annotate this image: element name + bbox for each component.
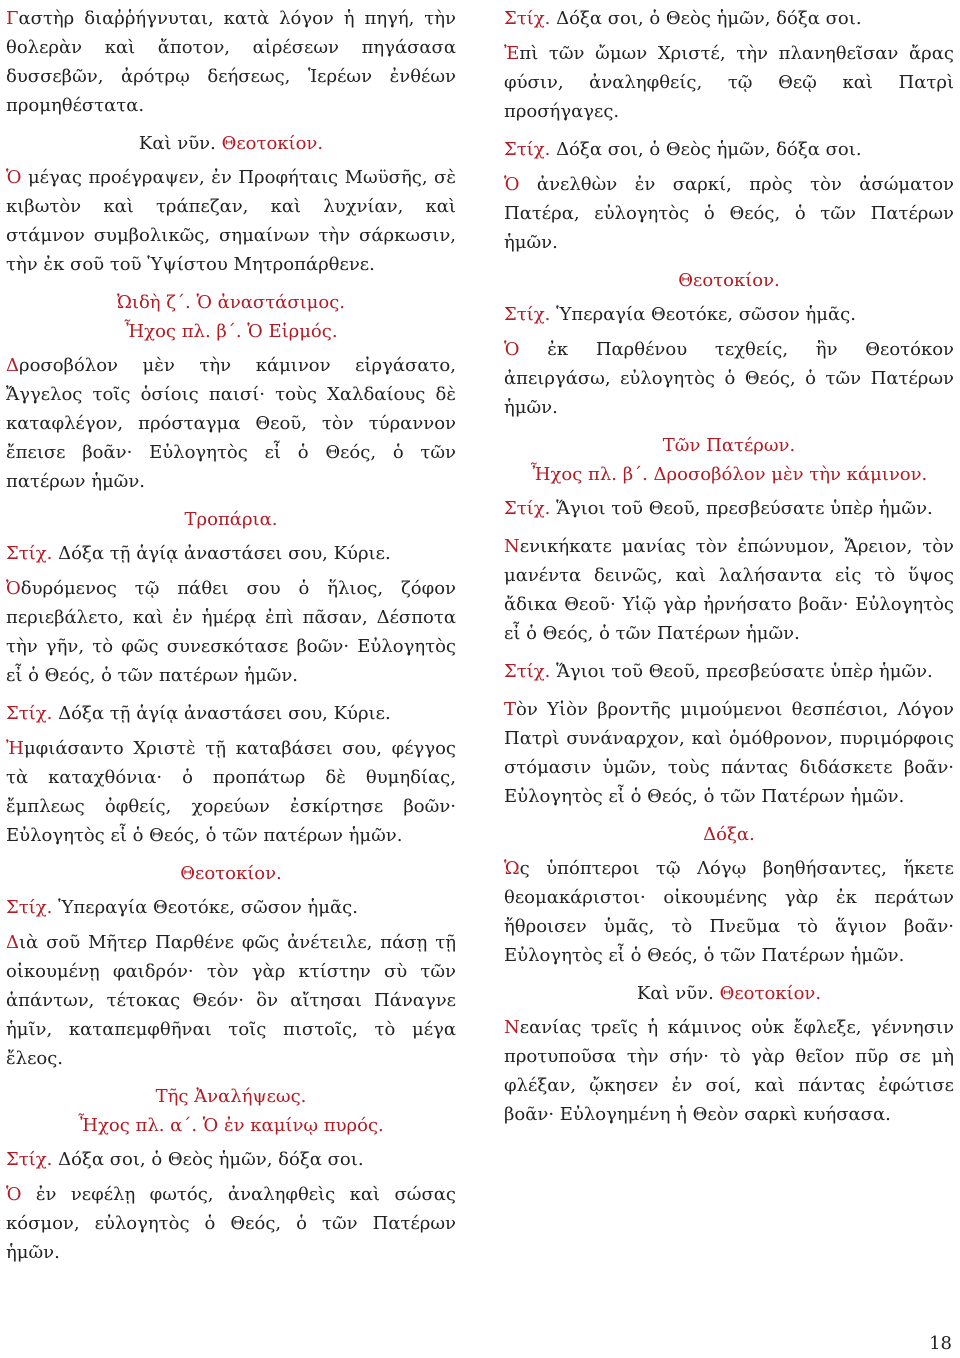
stichos-line (504, 135, 954, 164)
ode-heading: Ὠιδὴ ζ΄. Ὁ ἀναστάσιμος. (116, 292, 346, 313)
kai-nyn-heading (6, 129, 456, 158)
stichos-line (504, 657, 954, 686)
stichos-line (6, 1145, 456, 1174)
stichos-label: Στίχ. (6, 1149, 53, 1170)
two-column-layout (6, 4, 954, 1276)
theotokion-paragraph (504, 1013, 954, 1129)
theotokion-paragraph (6, 163, 456, 279)
kai-nyn-label: Καὶ νῦν. (138, 133, 216, 154)
troparion-paragraph (6, 4, 456, 120)
theotokion-text: εανίας τρεῖς ἡ κάμινος οὐκ ἔφλεξε, γέννησιν προτυποῦσα τὴν σήν· τὸ γὰρ θεῖον πῦρ σε μὴ φλέξαν, ᾤκησεν ἐν σοί, καὶ πάντας ἐφώτισε βοᾶν· Εὐλογημένη ἡ Θεὸν σαρκὶ κυήσασα. (504, 1017, 954, 1125)
stichos-text: Δόξα σοι, ὁ Θεὸς ἡμῶν, δόξα σοι. (52, 1149, 364, 1170)
stichos-label: Στίχ. (6, 543, 53, 564)
troparion-text: ὸν Υἱὸν βροντῆς μιμούμενοι θεσπέσιοι, Λόγον Πατρὶ συνάναρχον, καὶ ὁμόθρονον, πυριμόρφοις στόμασιν ὑμῶν, τοὺς πάντας διδάσκετε βοᾶν· Εὐλογητὸς εἶ ὁ Θεός, ὁ τῶν Πατέρων ἡμῶν. (504, 699, 954, 807)
theotokion-heading: Θεοτοκίον. (180, 863, 282, 884)
troparion-paragraph (504, 170, 954, 257)
stichos-line (6, 539, 456, 568)
stichos-label: Στίχ. (504, 304, 551, 325)
doxa-heading: Δόξα. (703, 824, 755, 845)
stichos-label: Στίχ. (504, 661, 551, 682)
troparion-paragraph (504, 695, 954, 811)
theotokion-text: ιὰ σοῦ Μῆτερ Παρθένε φῶς ἀνέτειλε, πάσῃ τῇ οἰκουμένῃ φαιδρόν· τὸν γὰρ κτίστην σὺ τῶν ἁπάντων, τέτοκας Θεόν· ὃν αἴτησαι Πάναγνε ἡμῖν, καταπεμφθῆναι τοῖς πιστοῖς, τὸ μέγα ἔλεος. (6, 932, 456, 1069)
stichos-text: Δόξα τῇ ἁγίᾳ ἀναστάσει σου, Κύριε. (52, 703, 391, 724)
troparion-paragraph (6, 734, 456, 850)
fathers-heading: Τῶν Πατέρων. (662, 435, 796, 456)
stichos-line (504, 4, 954, 33)
theotokion-label: Θεοτοκίον. (719, 983, 822, 1004)
echos-heading: Ἦχος πλ. β΄. Δροσοβόλον μὲν τὴν κάμινον. (530, 464, 928, 485)
initial-letter: Ὡ (504, 858, 520, 879)
theotokion-paragraph (504, 335, 954, 422)
theotokion-text: ἐκ Παρθένου τεχθείς, ἣν Θεοτόκον ἀπειργάσω, εὐλογητὸς ὁ Θεός, ὁ τῶν Πατέρων ἡμῶν. (504, 339, 954, 418)
stichos-text: Ἅγιοι τοῦ Θεοῦ, πρεσβεύσατε ὑπὲρ ἡμῶν. (550, 498, 933, 519)
stichos-line (504, 300, 954, 329)
initial-letter: Ν (504, 536, 520, 557)
stichos-line (6, 893, 456, 922)
troparion-text: δυρόμενος τῷ πάθει σου ὁ ἥλιος, ζόφον περιεβάλετο, καὶ ἐν ἡμέρᾳ ἐπὶ πᾶσαν, Δέσποτα τὴν γῆν, τὸ φῶς συνεσκότασε βοῶν· Εὐλογητὸς εἶ ὁ Θεός, ὁ τῶν πατέρων ἡμῶν. (6, 578, 456, 686)
theotokion-heading: Θεοτοκίον. (678, 270, 780, 291)
theotokion-label: Θεοτοκίον. (221, 133, 324, 154)
initial-letter: Ὀ (6, 578, 21, 599)
troparia-heading: Τροπάρια. (184, 509, 278, 530)
stichos-text: Δόξα σοι, ὁ Θεὸς ἡμῶν, δόξα σοι. (550, 8, 862, 29)
troparion-text: ἀνελθὼν ἐν σαρκί, πρὸς τὸν ἀσώματον Πατέρα, εὐλογητὸς ὁ Θεός, ὁ τῶν Πατέρων ἡμῶν. (504, 174, 954, 253)
initial-letter: Ὁ (504, 339, 520, 360)
initial-letter: Δ (6, 932, 19, 953)
page-number: 18 (929, 1333, 952, 1354)
initial-letter: Δ (6, 355, 19, 376)
heirmos-paragraph (6, 351, 456, 496)
stichos-text: Ἅγιοι τοῦ Θεοῦ, πρεσβεύσατε ὑπὲρ ἡμῶν. (550, 661, 933, 682)
troparion-paragraph (504, 854, 954, 970)
theotokion-text: μέγας προέγραψεν, ἐν Προφήταις Μωϋσῆς, σὲ κιβωτὸν καὶ τράπεζαν, καὶ λυχνίαν, καὶ στάμνον συμβολικῶς, σημαίνων τὴν σάρκωσιν, τὴν ἐκ σοῦ τοῦ Ὑψίστου Μητροπάρθενε. (6, 167, 456, 275)
stichos-text: Ὑπεραγία Θεοτόκε, σῶσον ἡμᾶς. (52, 897, 358, 918)
stichos-label: Στίχ. (504, 8, 551, 29)
stichos-text: Ὑπεραγία Θεοτόκε, σῶσον ἡμᾶς. (550, 304, 856, 325)
troparion-text: πὶ τῶν ὤμων Χριστέ, τὴν πλανηθεῖσαν ἄρας φύσιν, ἀναληφθείς, τῷ Θεῷ καὶ Πατρὶ προσήγαγες. (504, 43, 954, 122)
initial-letter: Ὁ (6, 167, 22, 188)
troparion-paragraph (6, 1180, 456, 1267)
stichos-line (6, 699, 456, 728)
echos-heading: Ἦχος πλ. β΄. Ὁ Εἱρμός. (124, 321, 338, 342)
troparion-paragraph (504, 39, 954, 126)
heirmos-text: ροσοβόλον μὲν τὴν κάμινον εἰργάσατο, Ἄγγελος τοῖς ὁσίοις παισί· τοὺς Χαλδαίους δὲ καταφλέγον, πρόσταγμα Θεοῦ, τὸν τύραννον ἔπεισε βοᾶν· Εὐλογητὸς εἶ ὁ Θεός, ὁ τῶν πατέρων ἡμῶν. (6, 355, 456, 492)
stichos-label: Στίχ. (6, 897, 53, 918)
echos-heading: Ἦχος πλ. α΄. Ὁ ἐν καμίνῳ πυρός. (78, 1115, 384, 1136)
analipsis-heading: Τῆς Ἀναλήψεως. (155, 1086, 307, 1107)
left-column (6, 4, 456, 1276)
initial-letter: Ν (504, 1017, 520, 1038)
right-column (504, 4, 954, 1276)
initial-letter: Ὁ (504, 174, 520, 195)
troparion-text: αστὴρ διαῤῥήγνυται, κατὰ λόγον ἡ πηγή, τὴν θολερὰν καὶ ἄποτον, αἱρέσεων πηγάσασα δυσσεβῶν, ἀρότρῳ δεήσεως, Ἱερέων ἐνθέων προμηθέστατα. (6, 8, 456, 116)
troparion-text: μφιάσαντο Χριστὲ τῇ καταβάσει σου, φέγγος τὰ καταχθόνια· ὁ προπάτωρ δὲ θυμηδίας, ἔμπλεως ὀφθείς, χορεύων ἐσκίρτησε βοῶν· Εὐλογητὸς εἶ ὁ Θεός, ὁ τῶν πατέρων ἡμῶν. (6, 738, 456, 846)
stichos-label: Στίχ. (6, 703, 53, 724)
initial-letter: Τ (504, 699, 517, 720)
initial-letter: Ἐ (504, 43, 520, 64)
stichos-text: Δόξα σοι, ὁ Θεὸς ἡμῶν, δόξα σοι. (550, 139, 862, 160)
stichos-label: Στίχ. (504, 139, 551, 160)
theotokion-paragraph (6, 928, 456, 1073)
troparion-text: ς ὑπόπτεροι τῷ Λόγῳ βοηθήσαντες, ἥκετε θεομακάριστοι· οἰκουμένης γὰρ ἐκ περάτων ἤθροισεν ὑμᾶς, τὸ Πνεῦμα τὸ ἅγιον βοᾶν· Εὐλογητὸς εἶ ὁ Θεός, ὁ τῶν Πατέρων ἡμῶν. (504, 858, 954, 966)
kai-nyn-heading (504, 979, 954, 1008)
troparion-paragraph (6, 574, 456, 690)
initial-letter: Ὁ (6, 1184, 22, 1205)
initial-letter: Ἠ (6, 738, 24, 759)
initial-letter: Γ (6, 8, 19, 29)
troparion-text: ἐν νεφέλῃ φωτός, ἀναληφθεὶς καὶ σώσας κόσμον, εὐλογητὸς ὁ Θεός, ὁ τῶν Πατέρων ἡμῶν. (6, 1184, 456, 1263)
troparion-paragraph (504, 532, 954, 648)
stichos-label: Στίχ. (504, 498, 551, 519)
stichos-text: Δόξα τῇ ἁγίᾳ ἀναστάσει σου, Κύριε. (52, 543, 391, 564)
troparion-text: ενικήκατε μανίας τὸν ἐπώνυμον, Ἄρειον, τὸν μανέντα δεινῶς, καὶ λαλήσαντα εἰς τὸ ὕψος ἄδικα Θεοῦ· Υἱῷ γὰρ ἠρνήσατο βοᾶν· Εὐλογητὸς εἶ ὁ Θεός, ὁ τῶν Πατέρων ἡμῶν. (504, 536, 954, 644)
kai-nyn-label: Καὶ νῦν. (636, 983, 714, 1004)
stichos-line (504, 494, 954, 523)
